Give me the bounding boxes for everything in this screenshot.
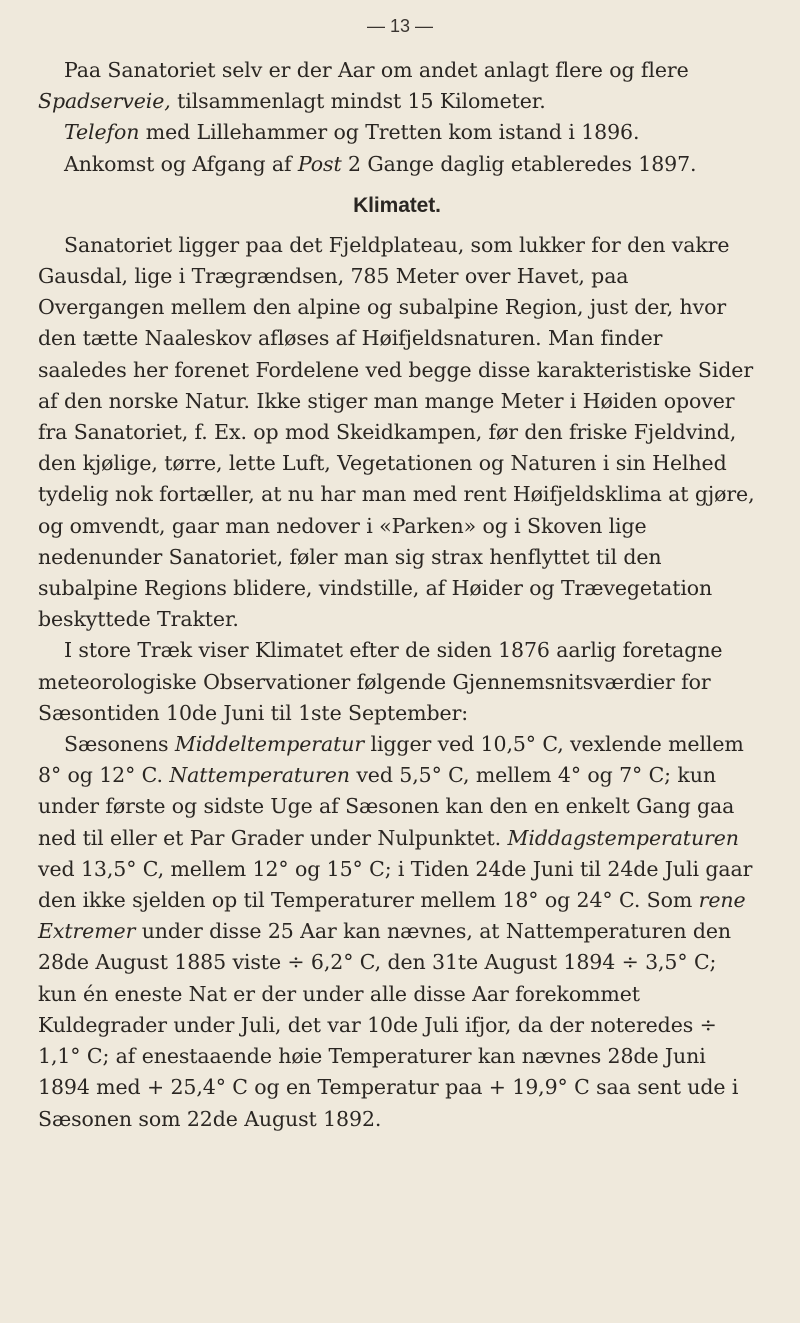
- section-heading: Klimatet.: [353, 193, 441, 217]
- page-number: — 13 —: [366, 16, 434, 36]
- climate-paragraph-2: I store Træk viser Klimatet efter de siden 1876 aarlig foretagne meteorologiske Observationer følgende Gjennemsnitsværdier for Sæsontiden 10de Juni til 1ste September:: [38, 638, 723, 725]
- climate-paragraph-1: Sanatoriet ligger paa det Fjeldplateau, som lukker for den vakre Gausdal, lige i Trægrændsen, 785 Meter over Havet, paa Overgangen mellem den alpine og subalpine Region, just der, hvor den tætte Naaleskov afløses af Høifjeldsnaturen. Man finder saaledes her forenet Fordelene ved begge disse karakteristiske Sider af den norske Natur. Ikke stiger man mange Meter i Høiden opover fra Sanatoriet, f. Ex. op mod Skeidkampen, før den friske Fjeldvind, den kjølige, tørre, lette Luft, Vegetationen og Naturen i sin Helhed tydelig nok fortæller, at nu har man med rent Høifjeldsklima at gjøre, og omvendt, gaar man nedover i «Parken» og i Skoven lige nedenunder Sanatoriet, føler man sig strax henflyttet til den subalpine Regions blidere, vindstille, af Høider og Trævegetation beskyttede Trakter.: [38, 232, 755, 632]
- body-text: [38, 55, 756, 1135]
- intro-paragraph-1: Paa Sanatoriet selv er der Aar om andet anlagt flere og flere Spadserveie, tilsammenlagt mindst 15 Kilometer.: [38, 58, 689, 114]
- intro-paragraph-3: Ankomst og Afgang af Post 2 Gange daglig etableredes 1897.: [64, 151, 697, 176]
- intro-paragraph-2: Telefon med Lillehammer og Tretten kom istand i 1896.: [64, 120, 640, 145]
- climate-paragraph-3: Sæsonens Middeltemperatur ligger ved 10,5° C, vexlende mellem 8° og 12° C. Nattemperaturen ved 5,5° C, mellem 4° og 7° C; kun under første og sidste Uge af Sæsonen kan den en enkelt Gang gaa ned til eller et Par Grader under Nulpunktet. Middagstemperaturen ved 13,5° C, mellem 12° og 15° C; i Tiden 24de Juni til 24de Juli gaar den ikke sjelden op til Temperaturer mellem 18° og 24° C. Som rene Extremer under disse 25 Aar kan nævnes, at Nattemperaturen den 28de August 1885 viste ÷ 6,2° C, den 31te August 1894 ÷ 3,5° C; kun én eneste Nat er der under alle disse Aar forekommet Kuldegrader under Juli, det var 10de Juli ifjor, da der noteredes ÷ 1,1° C; af enestaaende høie Temperaturer kan nævnes 28de Juni 1894 med + 25,4° C og en Temperatur paa + 19,9° C saa sent ude i Sæsonen som 22de August 1892.: [38, 732, 753, 1131]
